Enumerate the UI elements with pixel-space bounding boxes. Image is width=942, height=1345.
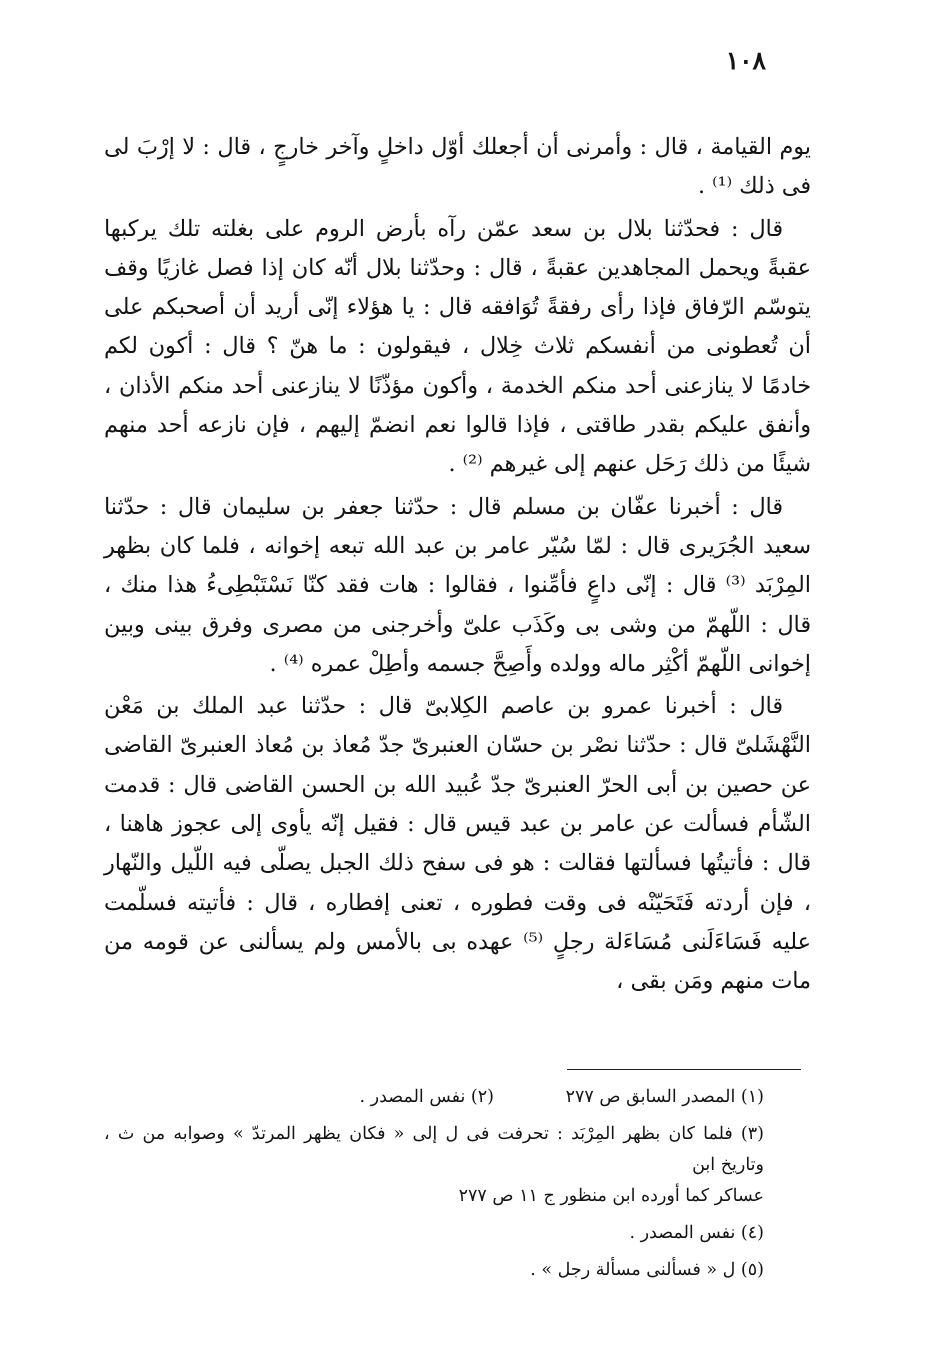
footnote-1: (١) المصدر السابق ص ٢٧٧ bbox=[565, 1087, 764, 1107]
paragraph-2: قال : فحدّثنا بلال بن سعد عمّن رآه بأرض الروم على بغلته تلك يركبها عقبةً ويحمل المجاهدين عقبةً ، قال : وحدّثنا بلال أنّه كان إذا فصل غازيًا وقف يتوسّم الرّفاق فإذا رأى رفقةً تُوَافقه قال : يا هؤلاء إنّى أريد أن أصحبكم على أن تُعطونى من أنفسكم ثلاث خِلال ، فيقولون : ما هنّ ؟ قال : أكون لكم خادمًا لا ينازعنى أحد منكم الخدمة ، وأكون مؤذّنًا لا ينازعنى أحد منكم الأذان ، وأنفق عليكم بقدر طاقتى ، فإذا قالوا نعم انضمّ إليهم ، فإن نازعه أحد منهم شيئًا من ذلك رَحَل عنهم إلى غيرهم ⁽²⁾ . bbox=[104, 215, 811, 478]
main-text bbox=[104, 128, 811, 1005]
footnote-3-line-2: عساكر كما أورده ابن منظور ج ١١ ص ٢٧٧ bbox=[458, 1186, 764, 1206]
paragraph-3: قال : أخبرنا عفّان بن مسلم قال : حدّثنا جعفر بن سليمان قال : حدّثنا سعيد الجُرَيرى قال : لمّا سُيّر عامر بن عبد الله تبعه إخوانه ، فلما كان بظهر المِرْبَد ⁽³⁾ قال : إنّى داعٍ فأمِّنوا ، فقالوا : هات فقد كنّا نَسْتَبْطِىءُ هذا منك ، قال : اللّهمّ من وشى بى وكَذَب علىّ وأخرجنى من مصرى وفرق بينى وبين إخوانى اللّهمّ أكْثِر ماله وولده وأَصِحَّ جسمه وأطِلْ عمره ⁽⁴⁾ . bbox=[104, 493, 811, 677]
page-number: ١٠٨ bbox=[725, 46, 766, 75]
paragraph-1: يوم القيامة ، قال : وأمرنى أن أجعلك أوّل داخلٍ وآخر خارجٍ ، قال : لا إرْبَ لى فى ذلك ⁽¹⁾ . bbox=[104, 134, 811, 200]
footnote-3-line-1: (٣) فلما كان بظهر المِرْبَد : تحرفت فى ل إلى « فكان يظهر المرتدّ » وصوابه من ث ، وتاريخ ابن bbox=[104, 1124, 764, 1175]
footnote-5: (٥) ل « فسألنى مسألة رجل » . bbox=[530, 1260, 764, 1280]
footnote-divider bbox=[567, 1069, 801, 1070]
footnote-4: (٤) نفس المصدر . bbox=[629, 1223, 764, 1243]
paragraph-4: قال : أخبرنا عمرو بن عاصم الكِلابىّ قال : حدّثنا عبد الملك بن مَعْن النَّهْشَلىّ قال : حدّثنا نصْر بن حسّان العنبرىّ جدّ مُعاذ بن مُعاذ العنبرىّ القاضى عن حصين بن أبى الحرّ العنبرىّ جدّ عُبيد الله بن الحسن القاضى قال : قدمت الشّأم فسألت عن عامر بن عبد قيس قال : فقيل إنّه يأوى إلى عجوز هاهنا ، قال : فأتيتُها فسألتها فقالت : هو فى سفح ذلك الجبل يصلّى فيه اللّيل والنّهار ، فإن أردته فَتَحَيّنْه فى وقت فطوره ، تعنى إفطاره ، قال : فأتيته فسلّمت عليه فَسَاءَلَنى مُسَاءَلة رجلٍ ⁽⁵⁾ عهده بى بالأمس ولم يسألنى عن قومه من مات منهم ومَن بقى ، bbox=[104, 693, 811, 995]
footnote-row-1-2 bbox=[104, 1082, 764, 1113]
footnotes bbox=[104, 1082, 764, 1286]
footnote-2: (٢) نفس المصدر . bbox=[359, 1087, 494, 1107]
